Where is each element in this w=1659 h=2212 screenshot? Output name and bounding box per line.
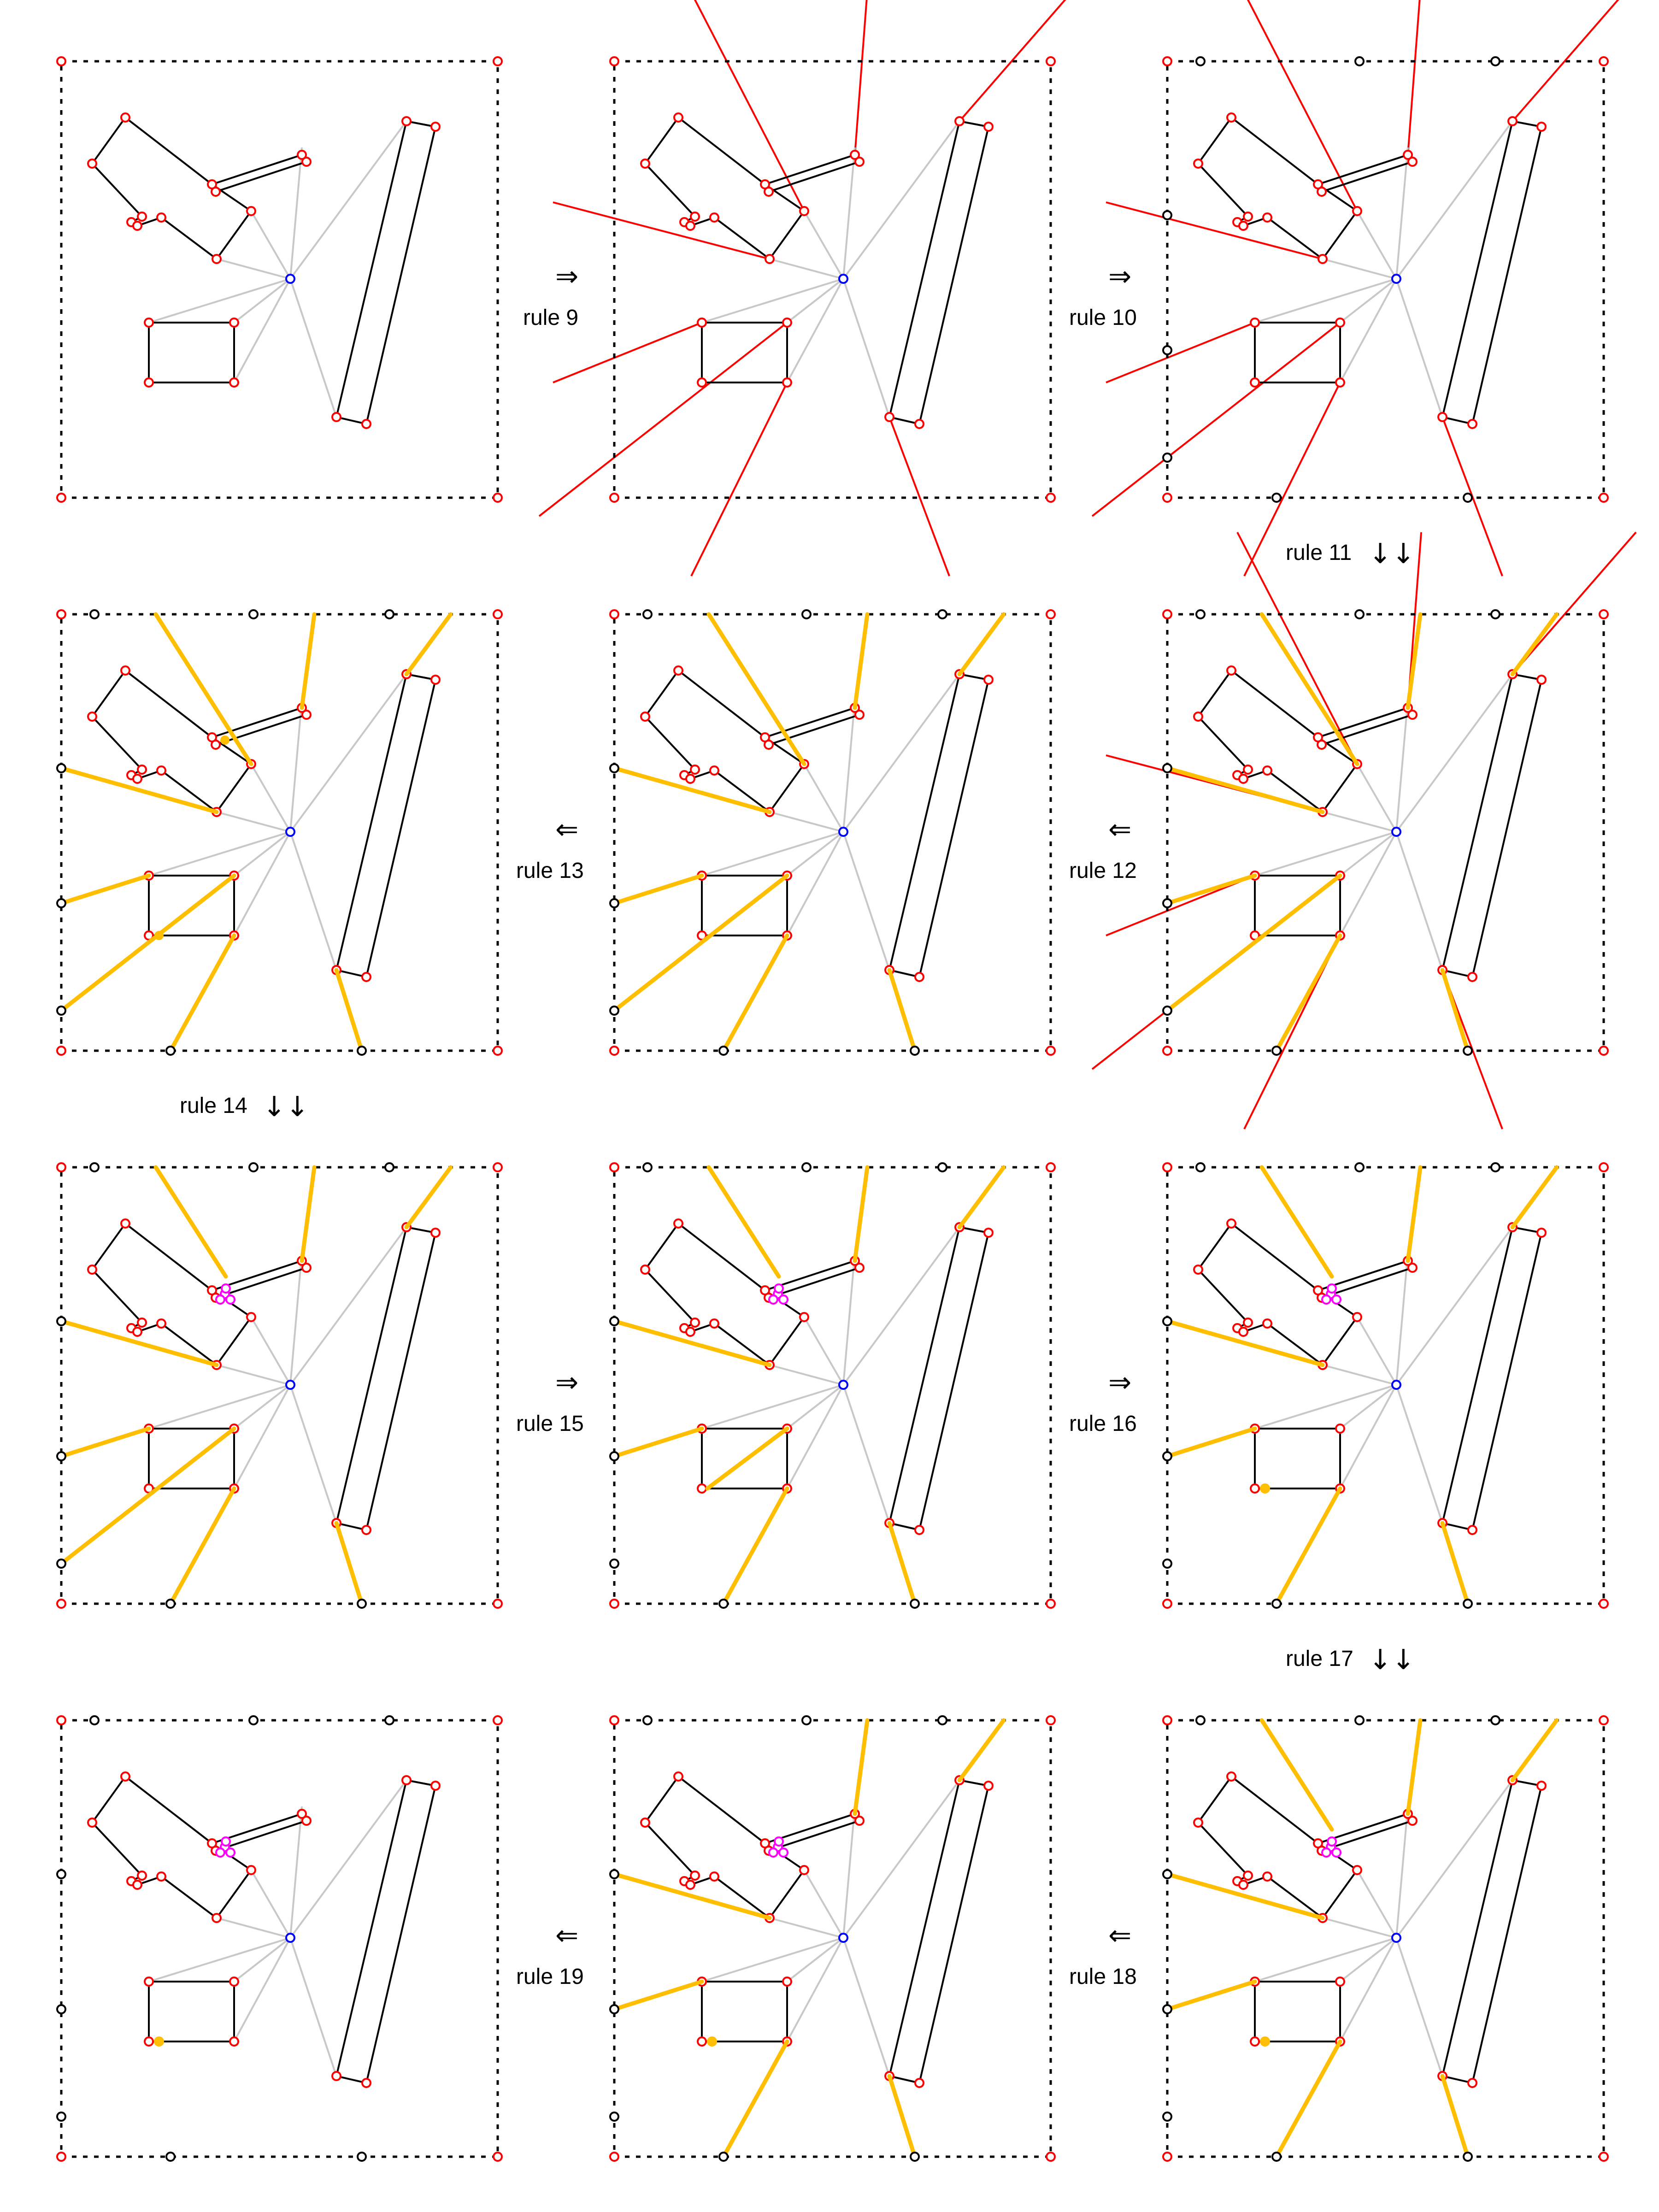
- rule-17-transition: [1286, 1644, 1415, 1676]
- rule-18-label: rule 18: [1069, 1965, 1137, 1989]
- panel-6: [57, 610, 502, 1055]
- left-arrow: ⇐: [1108, 1919, 1132, 1952]
- rule-14-label: rule 14: [180, 1094, 247, 1118]
- right-arrow: ⇒: [555, 1366, 579, 1399]
- rule-9-transition: [523, 260, 578, 330]
- rule-15-label: rule 15: [516, 1412, 584, 1436]
- panel-1: [57, 57, 502, 502]
- panel-8: [610, 1163, 1055, 1608]
- left-arrow: ⇐: [555, 1919, 579, 1952]
- panel-3: [1092, 0, 1636, 576]
- panel-5: [610, 610, 1055, 1055]
- rule-14-transition: [180, 1091, 309, 1123]
- down-arrow: ↓↓: [263, 1091, 309, 1123]
- panel-4: [1092, 532, 1636, 1129]
- rule-12-label: rule 12: [1069, 859, 1137, 883]
- rule-12-transition: [1069, 813, 1137, 883]
- panel-9: [1163, 1163, 1608, 1608]
- rule-13-label: rule 13: [516, 859, 584, 883]
- rule-19-transition: [516, 1919, 584, 1989]
- down-arrow: ↓↓: [1369, 1644, 1415, 1676]
- rule-17-label: rule 17: [1286, 1647, 1353, 1671]
- rule-9-label: rule 9: [523, 306, 579, 330]
- rule-13-transition: [516, 813, 584, 883]
- panel-2: [539, 0, 1083, 576]
- left-arrow: ⇐: [1108, 813, 1132, 846]
- rule-16-label: rule 16: [1069, 1412, 1137, 1436]
- rule-10-transition: [1069, 260, 1137, 330]
- panel-10: [1163, 1716, 1608, 2161]
- rule-11-label: rule 11: [1286, 541, 1352, 565]
- down-arrow: ↓↓: [1369, 538, 1415, 570]
- rule-19-label: rule 19: [516, 1965, 584, 1989]
- right-arrow: ⇒: [555, 260, 579, 293]
- rule-10-label: rule 10: [1069, 306, 1137, 330]
- left-arrow: ⇐: [555, 813, 579, 846]
- right-arrow: ⇒: [1108, 1366, 1132, 1399]
- panel-12: [57, 1716, 502, 2161]
- rule-11-transition: [1286, 538, 1415, 570]
- panel-7: [57, 1163, 502, 1608]
- rule-15-transition: [516, 1366, 584, 1436]
- right-arrow: ⇒: [1108, 260, 1132, 293]
- rule-18-transition: [1069, 1919, 1137, 1989]
- rule-16-transition: [1069, 1366, 1137, 1436]
- panel-11: [610, 1716, 1055, 2161]
